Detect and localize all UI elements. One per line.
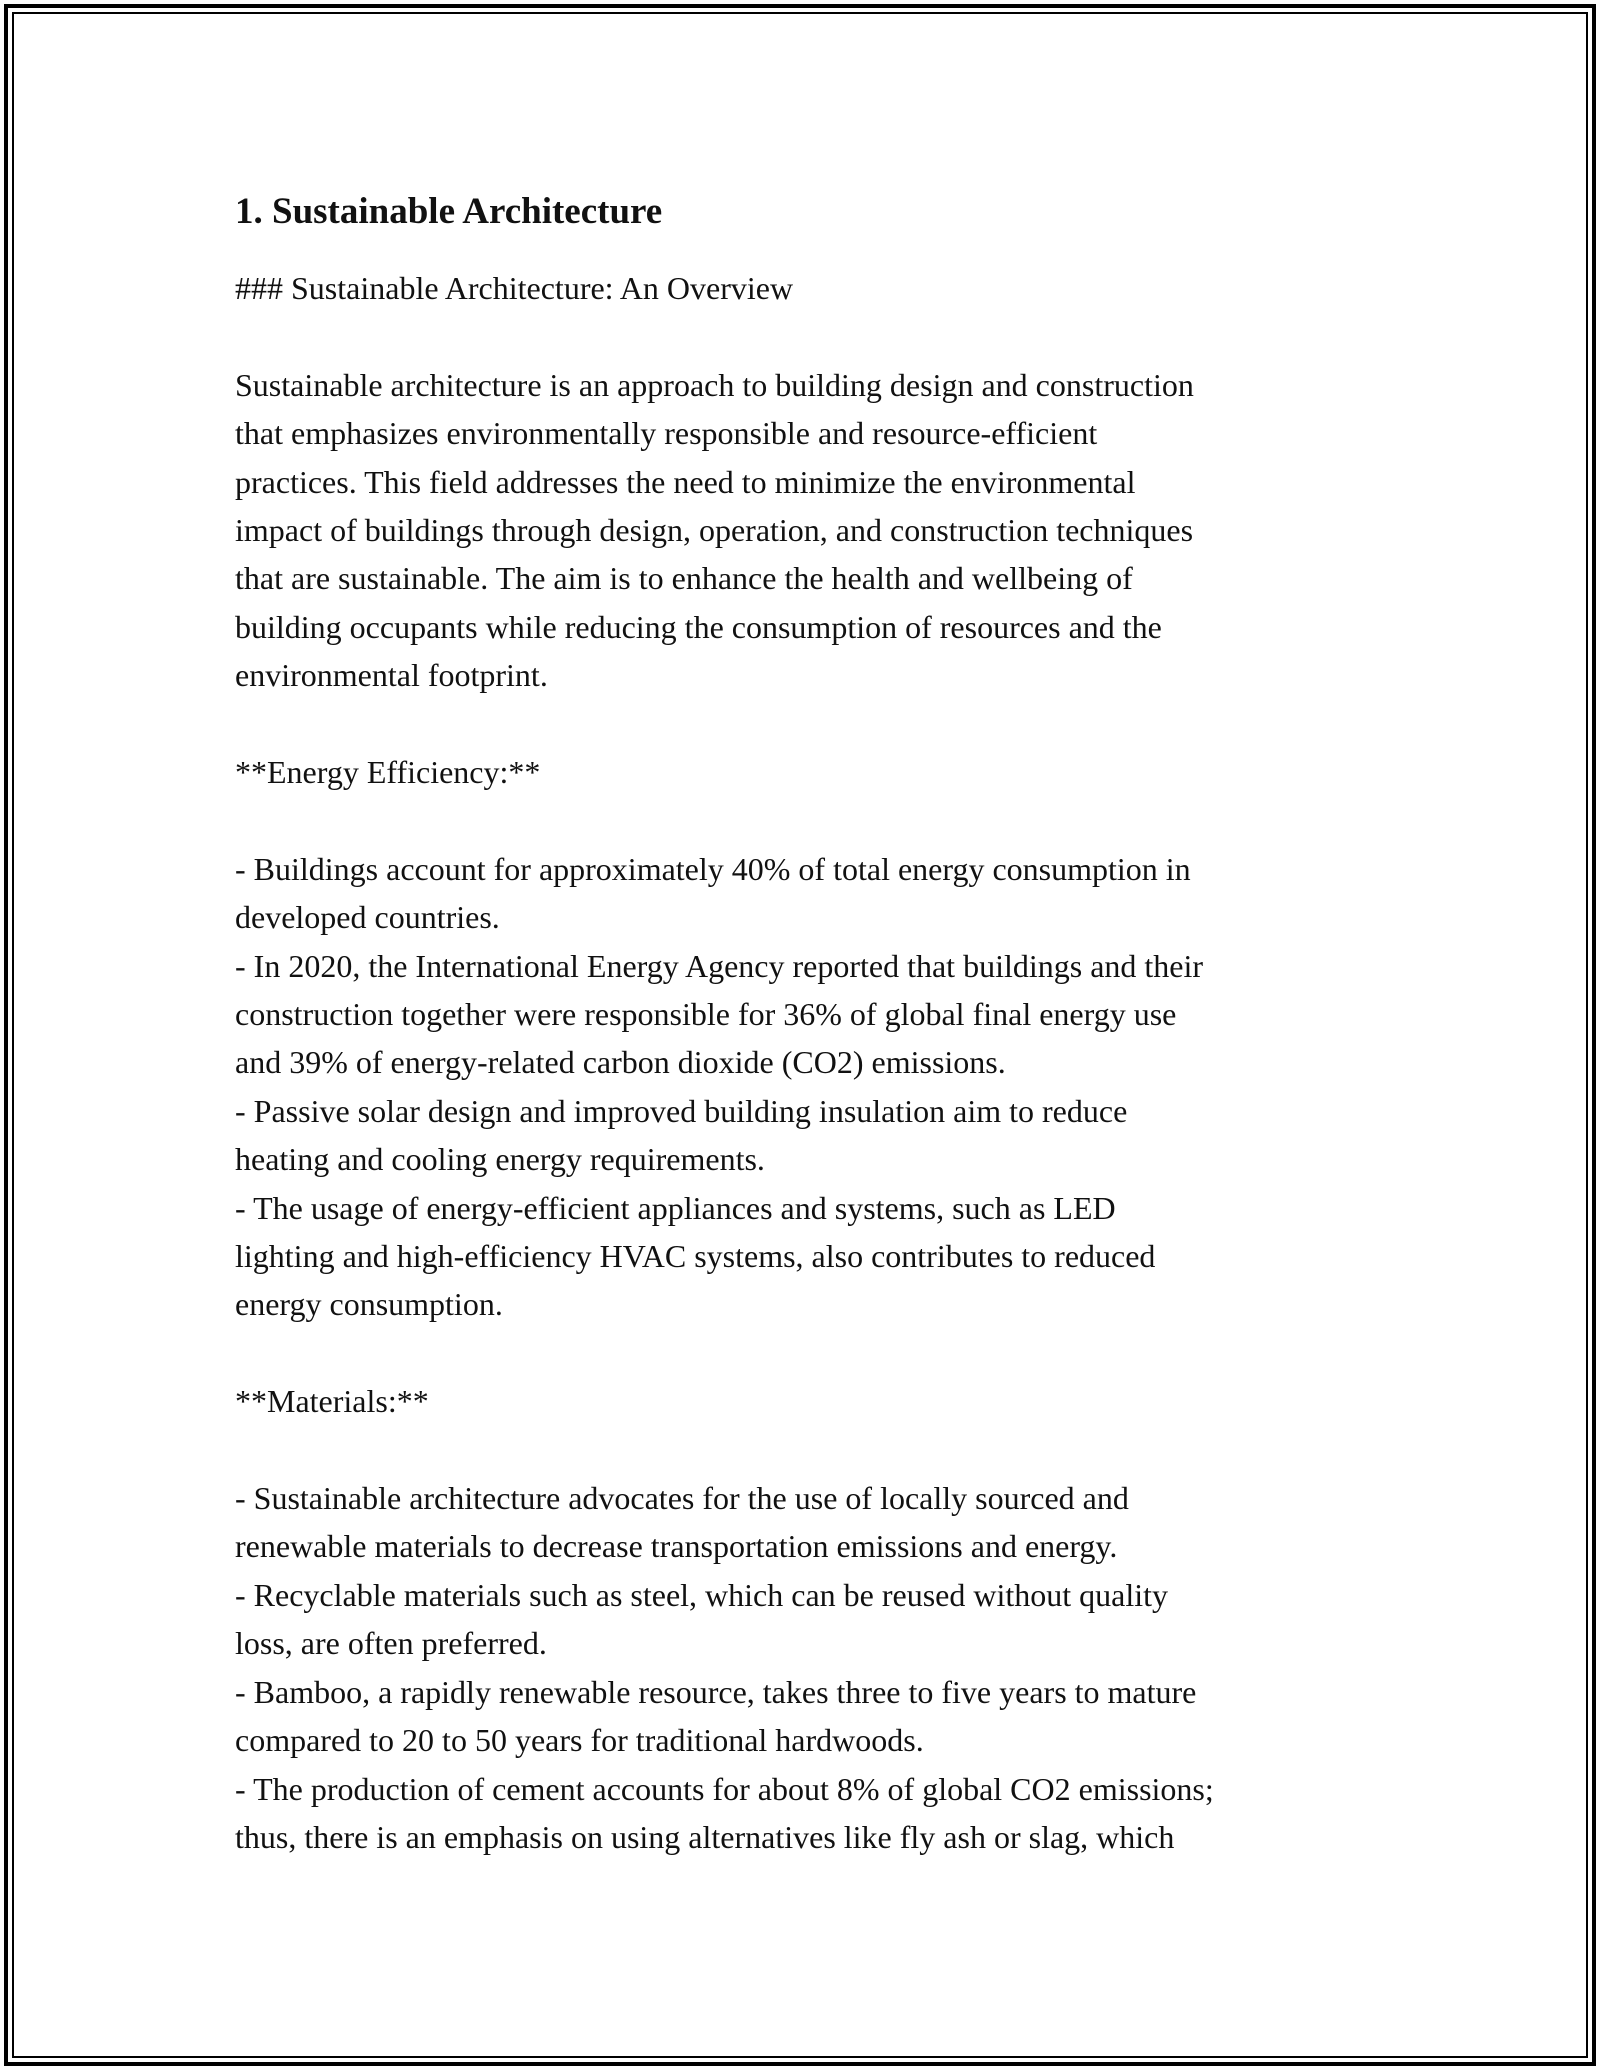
- energy-heading: [235, 748, 1385, 796]
- intro-line: Sustainable architecture is an approach to building design and construction: [235, 366, 1194, 403]
- energy-line: and 39% of energy-related carbon dioxide (CO2) emissions.: [235, 1044, 1006, 1081]
- document-body: [235, 186, 1385, 1910]
- energy-list: [235, 845, 1385, 1329]
- intro-line: impact of buildings through design, operation, and construction techniques: [235, 512, 1194, 549]
- energy-line: energy consumption.: [235, 1286, 503, 1323]
- energy-line: construction together were responsible for 36% of global final energy use: [235, 996, 1177, 1033]
- materials-line: loss, are often preferred.: [235, 1625, 547, 1662]
- intro-line: practices. This field addresses the need to minimize the environmental: [235, 463, 1136, 500]
- subheading: [235, 264, 1385, 312]
- intro-line: environmental footprint.: [235, 657, 548, 694]
- subheading-text: ### Sustainable Architecture: An Overview: [235, 270, 794, 306]
- energy-line: - Passive solar design and improved building insulation aim to reduce: [235, 1092, 1128, 1129]
- materials-heading: [235, 1377, 1385, 1425]
- intro-line: that emphasizes environmentally responsible and resource-efficient: [235, 415, 1098, 452]
- materials-line: - Sustainable architecture advocates for the use of locally sourced and: [235, 1480, 1129, 1517]
- materials-line: - Recyclable materials such as steel, which can be reused without quality: [235, 1576, 1169, 1613]
- materials-line: - The production of cement accounts for about 8% of global CO2 emissions;: [235, 1770, 1214, 1807]
- energy-line: - In 2020, the International Energy Agency reported that buildings and their: [235, 947, 1204, 984]
- intro-line: building occupants while reducing the consumption of resources and the: [235, 608, 1162, 645]
- materials-line: renewable materials to decrease transportation emissions and energy.: [235, 1528, 1118, 1565]
- materials-line: - Bamboo, a rapidly renewable resource, takes three to five years to mature: [235, 1673, 1197, 1710]
- section-title: 1. Sustainable Architecture: [235, 191, 663, 232]
- energy-heading-text: **Energy Efficiency:**: [235, 754, 541, 791]
- energy-line: heating and cooling energy requirements.: [235, 1141, 765, 1178]
- energy-line: developed countries.: [235, 899, 500, 936]
- energy-line: lighting and high-efficiency HVAC systems, also contributes to reduced: [235, 1238, 1156, 1275]
- intro-paragraph: [235, 361, 1385, 700]
- materials-heading-text: **Materials:**: [235, 1383, 429, 1420]
- materials-line: compared to 20 to 50 years for traditional hardwoods.: [235, 1722, 924, 1759]
- intro-line: that are sustainable. The aim is to enhance the health and wellbeing of: [235, 560, 1133, 597]
- materials-line: thus, there is an emphasis on using alternatives like fly ash or slag, which: [235, 1818, 1175, 1855]
- energy-line: - Buildings account for approximately 40% of total energy consumption in: [235, 850, 1191, 887]
- materials-list: [235, 1474, 1385, 1861]
- energy-line: - The usage of energy-efficient appliances and systems, such as LED: [235, 1189, 1116, 1226]
